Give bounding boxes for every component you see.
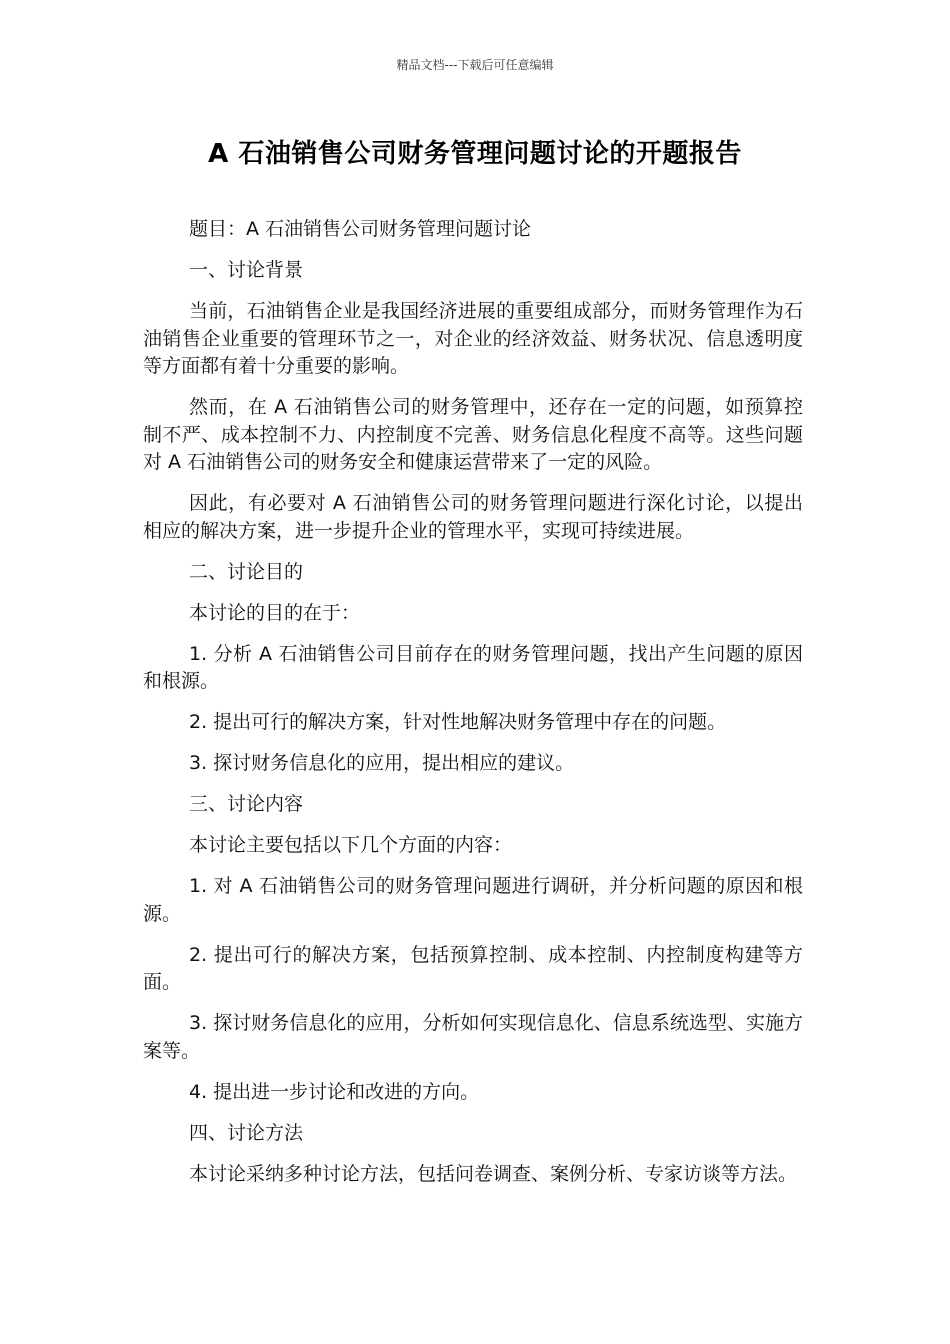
body-paragraph: 然而，在 A 石油销售公司的财务管理中，还存在一定的问题，如预算控制不严、成本控制不力、内控制度不完善、财务信息化程度不高等。这些问题对 A 石油销售公司的财务安全和健康运营带来了一定的风险。 bbox=[143, 396, 803, 473]
body-paragraph: 本讨论的目的在于： bbox=[189, 601, 361, 624]
section-heading-content: 三、讨论内容 bbox=[189, 793, 304, 815]
page-header-note: 精品文档---下载后可任意编辑 bbox=[396, 58, 554, 72]
list-item: 3. 探讨财务信息化的应用，分析如何实现信息化、信息系统选型、实施方案等。 bbox=[143, 1012, 803, 1062]
list-item: 2. 提出可行的解决方案，包括预算控制、成本控制、内控制度构建等方面。 bbox=[143, 943, 803, 993]
list-item: 2. 提出可行的解决方案，针对性地解决财务管理中存在的问题。 bbox=[189, 711, 727, 733]
body-paragraph: 本讨论主要包括以下几个方面的内容： bbox=[189, 834, 513, 856]
list-item: 1. 分析 A 石油销售公司目前存在的财务管理问题，找出产生问题的原因和根源。 bbox=[143, 642, 803, 692]
section-heading-background: 一、讨论背景 bbox=[189, 259, 304, 281]
list-item: 1. 对 A 石油销售公司的财务管理问题进行调研，并分析问题的原因和根源。 bbox=[143, 875, 803, 925]
body-paragraph: 当前，石油销售企业是我国经济进展的重要组成部分，而财务管理作为石油销售企业重要的管理环节之一，对企业的经济效益、财务状况、信息透明度等方面都有着十分重要的影响。 bbox=[143, 300, 803, 377]
section-heading-purpose: 二、讨论目的 bbox=[189, 560, 304, 583]
document-title: A 石油销售公司财务管理问题讨论的开题报告 bbox=[208, 139, 742, 169]
list-item: 3. 探讨财务信息化的应用，提出相应的建议。 bbox=[189, 752, 575, 774]
body-paragraph: 因此，有必要对 A 石油销售公司的财务管理问题进行深化讨论，以提出相应的解决方案，进一步提升企业的管理水平，实现可持续进展。 bbox=[143, 492, 803, 542]
body-paragraph: 本讨论采纳多种讨论方法，包括问卷调查、案例分析、专家访谈等方法。 bbox=[189, 1162, 798, 1185]
list-item: 4. 提出进一步讨论和改进的方向。 bbox=[189, 1080, 480, 1103]
document-body bbox=[143, 216, 803, 1202]
section-heading-method: 四、讨论方法 bbox=[189, 1121, 304, 1144]
subject-line: 题目：A 石油销售公司财务管理问题讨论 bbox=[189, 218, 532, 240]
